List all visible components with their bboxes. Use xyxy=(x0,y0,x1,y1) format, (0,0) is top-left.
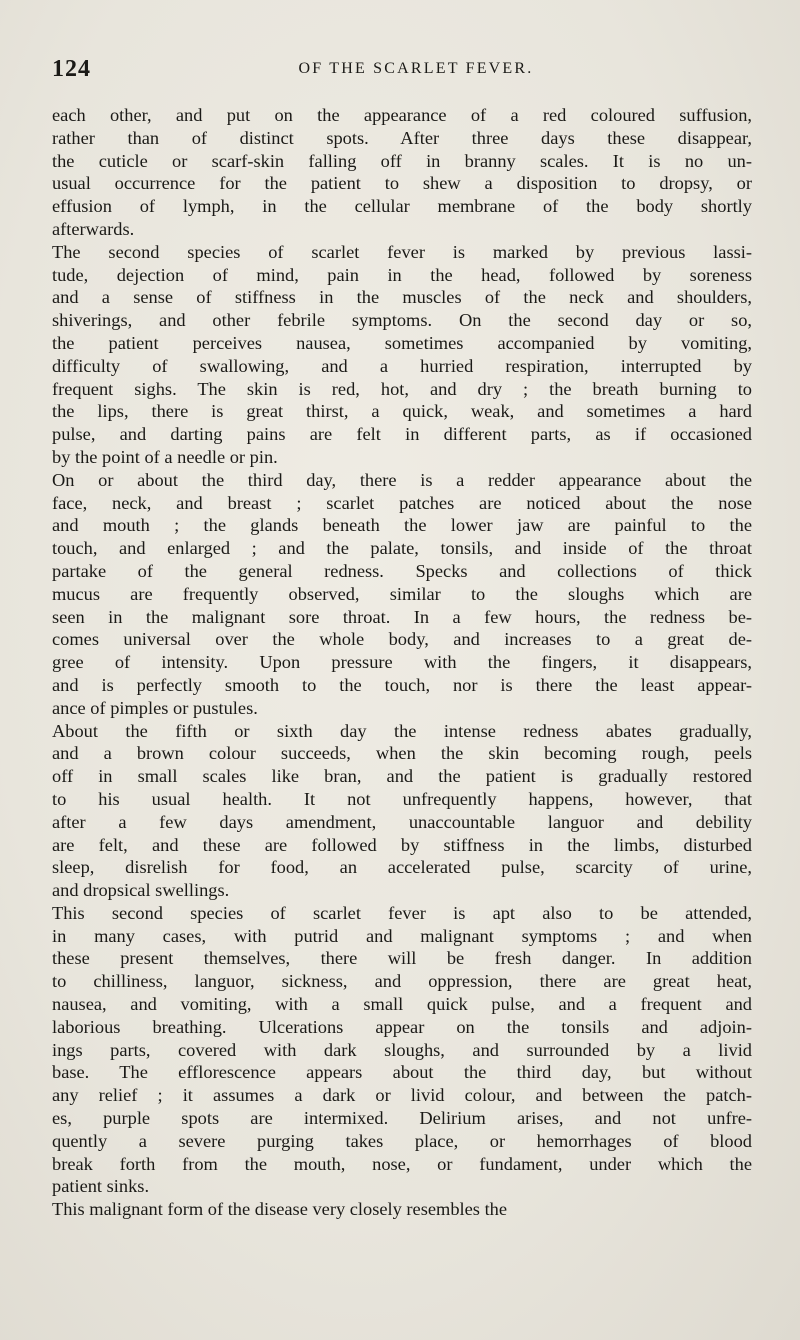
text-line: break forth from the mouth, nose, or fundament, under which the xyxy=(52,1153,752,1174)
text-line: off in small scales like bran, and the patient is gradually restored xyxy=(52,766,752,787)
text-line: afterwards. xyxy=(52,218,135,239)
text-line: and a sense of stiffness in the muscles of the neck and shoulders, xyxy=(52,287,752,308)
text-line: comes universal over the whole body, and increases to a great de- xyxy=(52,629,752,650)
text-line: ance of pimples or pustules. xyxy=(52,697,258,718)
text-line: difficulty of swallowing, and a hurried respiration, interrupted by xyxy=(52,355,752,376)
text-line: and mouth ; the glands beneath the lower jaw are painful to the xyxy=(52,515,752,536)
text-line: rather than of distinct spots. After three days these disappear, xyxy=(52,127,752,148)
text-line: sleep, disrelish for food, an accelerated pulse, scarcity of urine, xyxy=(52,857,752,878)
text-line: after a few days amendment, unaccountable languor and debility xyxy=(52,811,752,832)
text-line: This second species of scarlet fever is apt also to be attended, xyxy=(52,902,752,923)
text-line: About the fifth or sixth day the intense redness abates gradually, xyxy=(52,720,752,741)
text-line: patient sinks. xyxy=(52,1176,150,1197)
text-line: effusion of lymph, in the cellular membrane of the body shortly xyxy=(52,196,752,217)
text-line: shiverings, and other febrile symptoms. On the second day or so, xyxy=(52,310,752,331)
text-line: On or about the third day, there is a redder appearance about the xyxy=(52,469,752,490)
text-line: quently a severe purging takes place, or hemorrhages of blood xyxy=(52,1130,752,1151)
text-line: base. The efflorescence appears about the third day, but without xyxy=(52,1062,752,1083)
text-line: ings parts, covered with dark sloughs, and surrounded by a livid xyxy=(52,1039,752,1060)
text-line: tude, dejection of mind, pain in the head, followed by soreness xyxy=(52,264,752,285)
text-line: are felt, and these are followed by stiffness in the limbs, disturbed xyxy=(52,834,752,855)
text-line: and dropsical swellings. xyxy=(52,880,230,901)
text-line: touch, and enlarged ; and the palate, tonsils, and inside of the throat xyxy=(52,538,752,559)
text-line: and is perfectly smooth to the touch, nor is there the least appear- xyxy=(52,674,752,695)
page-number: 124 xyxy=(52,56,91,82)
text-line: face, neck, and breast ; scarlet patches are noticed about the nose xyxy=(52,492,752,513)
running-title: OF THE SCARLET FEVER. xyxy=(298,60,534,77)
text-line: partake of the general redness. Specks and collections of thick xyxy=(52,560,752,581)
text-line: the cuticle or scarf-skin falling off in branny scales. It is no un- xyxy=(52,150,752,171)
text-line: the lips, there is great thirst, a quick, weak, and sometimes a hard xyxy=(52,401,752,422)
text-line: the patient perceives nausea, sometimes accompanied by vomiting, xyxy=(52,332,752,353)
text-line: frequent sighs. The skin is red, hot, and dry ; the breath burning to xyxy=(52,378,752,399)
text-line: gree of intensity. Upon pressure with the fingers, it disappears, xyxy=(52,652,752,673)
running-head xyxy=(52,56,740,86)
text-line: any relief ; it assumes a dark or livid colour, and between the patch- xyxy=(52,1085,752,1106)
text-line: seen in the malignant sore throat. In a few hours, the redness be- xyxy=(52,606,752,627)
text-line: to chilliness, languor, sickness, and oppression, there are great heat, xyxy=(52,971,752,992)
text-line: each other, and put on the appearance of a red coloured suffusion, xyxy=(52,105,752,125)
text-line: usual occurrence for the patient to shew a disposition to dropsy, or xyxy=(52,173,752,194)
text-line: This malignant form of the disease very closely resembles the xyxy=(52,1199,508,1220)
text-line: pulse, and darting pains are felt in different parts, as if occasioned xyxy=(52,424,752,445)
text-line: nausea, and vomiting, with a small quick pulse, and a frequent and xyxy=(52,994,752,1015)
text-line: laborious breathing. Ulcerations appear on the tonsils and adjoin- xyxy=(52,1016,752,1037)
text-line: to his usual health. It not unfrequently happens, however, that xyxy=(52,788,752,809)
text-line: The second species of scarlet fever is marked by previous lassi- xyxy=(52,241,752,262)
text-line: these present themselves, there will be fresh danger. In addition xyxy=(52,948,752,969)
text-line: mucus are frequently observed, similar to the sloughs which are xyxy=(52,583,752,604)
text-line: es, purple spots are intermixed. Delirium arises, and not unfre- xyxy=(52,1108,752,1129)
body-text xyxy=(52,104,752,1221)
text-line: and a brown colour succeeds, when the skin becoming rough, peels xyxy=(52,743,752,764)
text-line: by the point of a needle or pin. xyxy=(52,446,278,467)
text-line: in many cases, with putrid and malignant symptoms ; and when xyxy=(52,925,752,946)
